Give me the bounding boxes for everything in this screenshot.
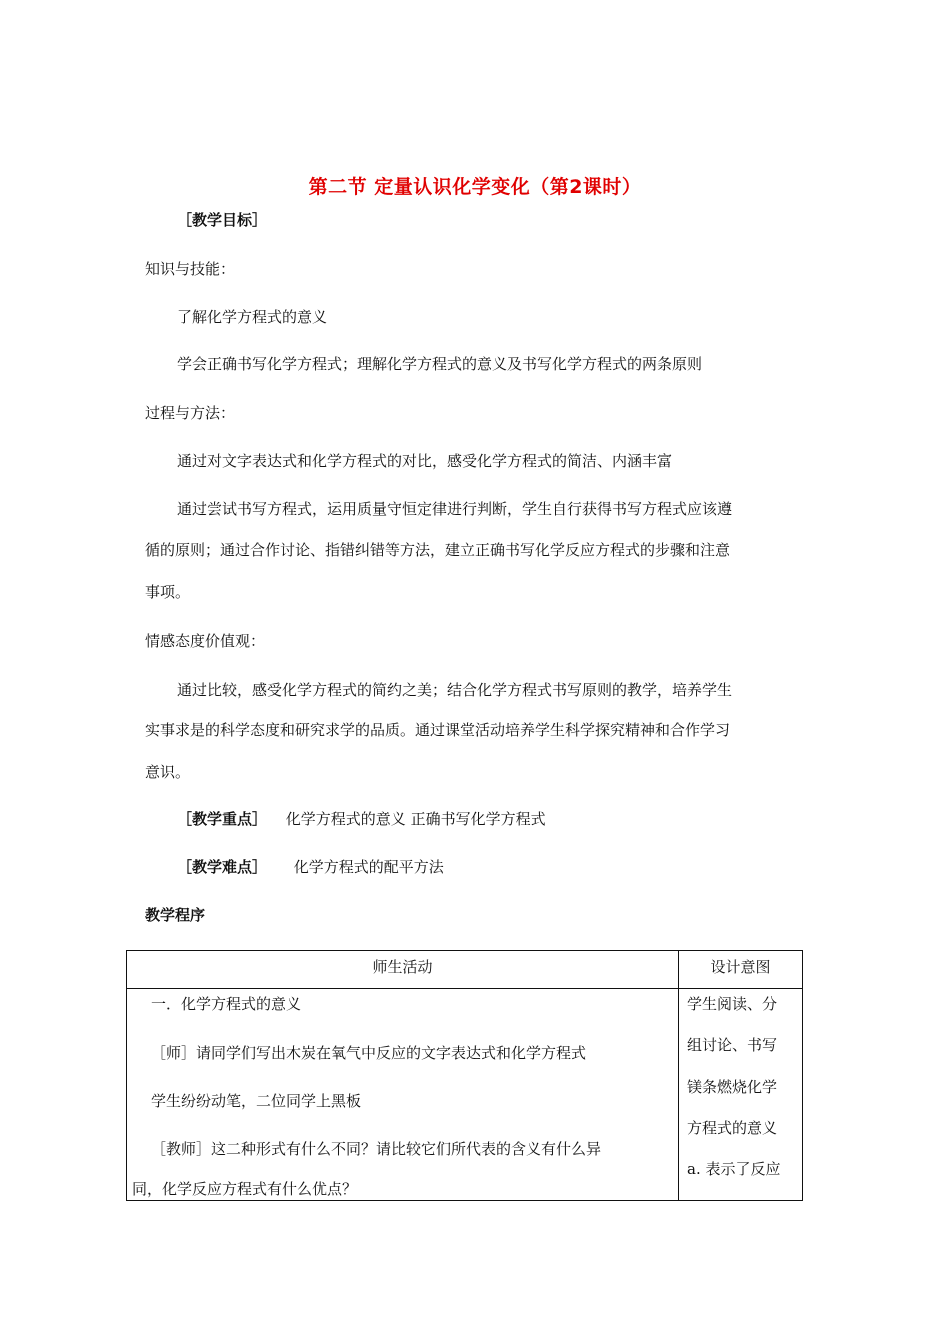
emotion-item: 通过比较，感受化学方程式的简约之美；结合化学方程式书写原则的教学，培养学生 — [177, 681, 733, 699]
emotion-item: 意识。 — [145, 763, 191, 781]
table-row-activity-line: 学生纷纷动笔，二位同学上黑板 — [151, 1092, 362, 1110]
process-item: 循的原则；通过合作讨论、指错纠错等方法，建立正确书写化学反应方程式的步骤和注意 — [145, 541, 731, 559]
key-point-row — [177, 809, 546, 829]
knowledge-item: 学会正确书写化学方程式；理解化学方程式的意义及书写化学方程式的两条原则 — [177, 355, 703, 373]
process-item: 通过对文字表达式和化学方程式的对比，感受化学方程式的简洁、内涵丰富 — [177, 452, 673, 470]
process-item: 通过尝试书写方程式，运用质量守恒定律进行判断，学生自行获得书写方程式应该遵 — [177, 500, 733, 518]
table-row-intent-line: 组讨论、书写 — [687, 1036, 778, 1054]
table-header-design-intent: 设计意图 — [710, 958, 771, 976]
process-heading: 过程与方法： — [145, 404, 236, 422]
table-row-intent-line: 学生阅读、分 — [687, 995, 778, 1013]
objectives-heading: ［教学目标］ — [177, 211, 268, 229]
knowledge-item: 了解化学方程式的意义 — [177, 308, 328, 326]
difficulty-row — [177, 857, 444, 877]
table-row-activity-line: 同，化学反应方程式有什么优点？ — [132, 1180, 358, 1198]
table-header-divider — [127, 988, 802, 989]
table-row-intent-line: 方程式的意义 — [687, 1119, 778, 1137]
emotion-heading: 情感态度价值观： — [145, 632, 266, 650]
table-row-intent-line: 镁条燃烧化学 — [687, 1078, 778, 1096]
table-row-intent-line: a. 表示了反应 — [687, 1160, 781, 1178]
key-point-text: 化学方程式的意义 正确书写化学方程式 — [285, 810, 546, 828]
procedure-heading: 教学程序 — [145, 906, 206, 924]
process-item: 事项。 — [145, 583, 191, 601]
key-point-label: ［教学重点］ — [177, 810, 268, 828]
emotion-item: 实事求是的科学态度和研究求学的品质。通过课堂活动培养学生科学探究精神和合作学习 — [145, 721, 731, 739]
difficulty-text: 化学方程式的配平方法 — [293, 858, 444, 876]
knowledge-heading: 知识与技能： — [145, 260, 236, 278]
difficulty-label: ［教学难点］ — [177, 858, 268, 876]
procedure-table — [126, 950, 803, 1201]
table-row-activity-line: ［教师］这二种形式有什么不同？请比较它们所代表的含义有什么异 — [151, 1140, 602, 1158]
document-title: 第二节 定量认识化学变化（第2课时） — [308, 176, 642, 198]
table-row-activity-line: ［师］请同学们写出木炭在氧气中反应的文字表达式和化学方程式 — [151, 1044, 587, 1062]
table-header-activities: 师生活动 — [372, 958, 433, 976]
table-row-activity-line: 一．化学方程式的意义 — [151, 995, 302, 1013]
